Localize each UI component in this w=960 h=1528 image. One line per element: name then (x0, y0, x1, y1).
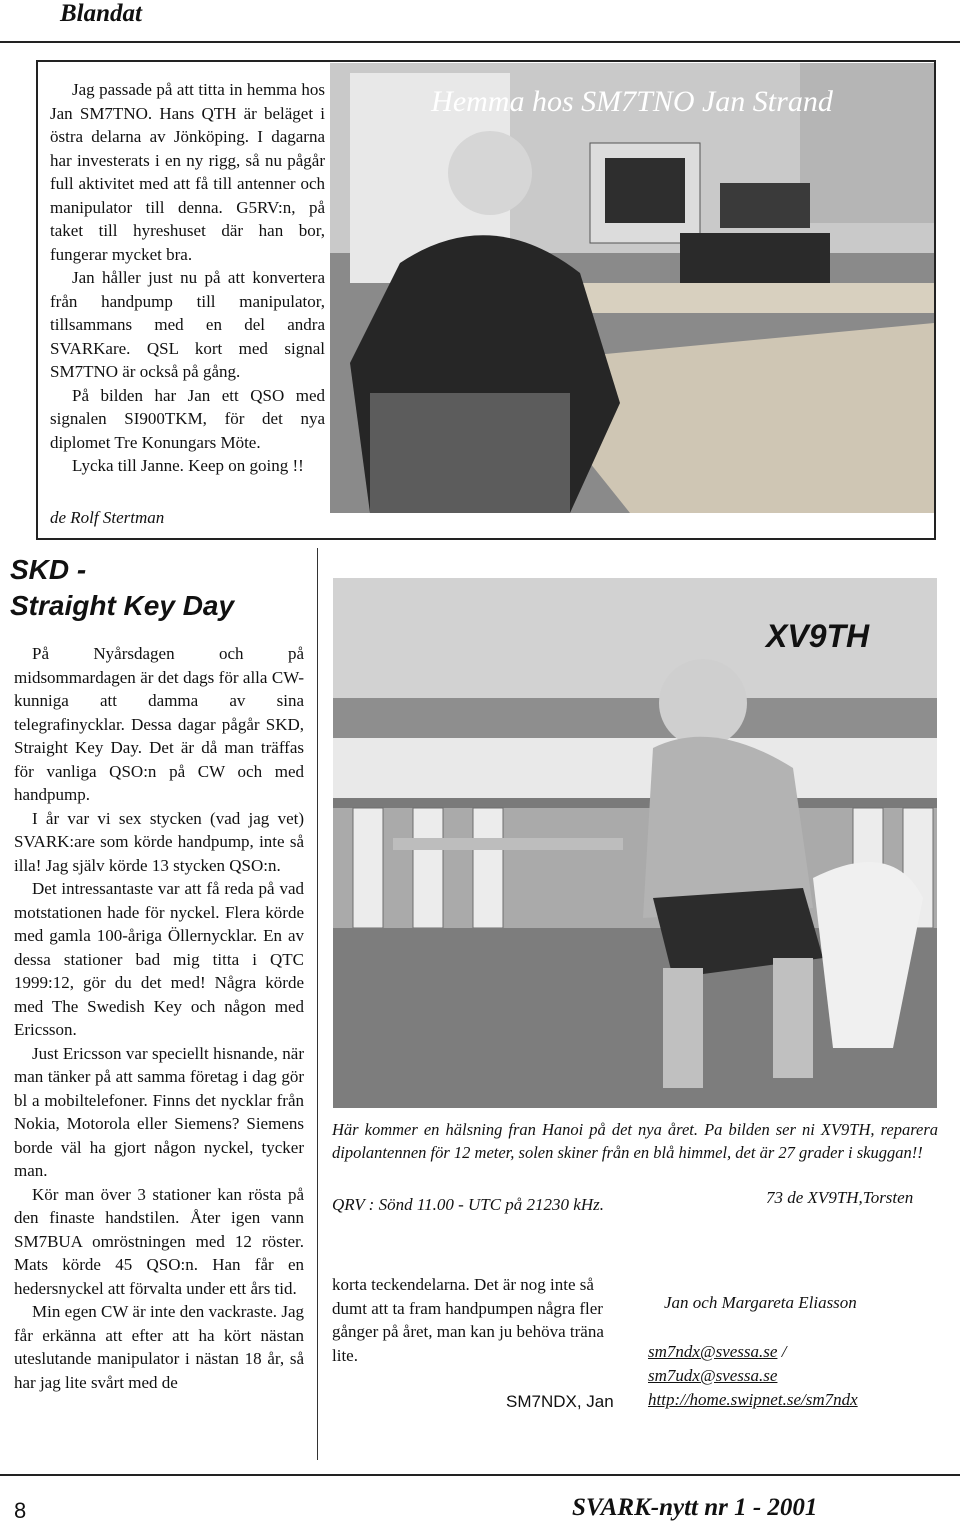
photo-sm7tno-station (330, 63, 934, 513)
skd-paragraph: I år var vi sex stycken (vad jag vet) SVARK:are som körde handpump, inte så illa! Jag själv körde 13 stycken QSO:n. (14, 808, 304, 875)
article1-paragraph: På bilden har Jan ett QSO med signalen SI900TKM, för det nya diplomet Tre Konungars Möte. (50, 385, 325, 452)
skd-signature: SM7NDX, Jan (506, 1392, 614, 1411)
photo-sm7tno-illustration (330, 63, 934, 513)
section-title: Blandat (60, 0, 142, 27)
photo-caption: Hemma hos SM7TNO Jan Strand (431, 85, 833, 118)
photo-xv9th-illustration (333, 578, 937, 1108)
contact-name: Jan och Margareta Eliasson (664, 1293, 857, 1312)
page-number: 8 (14, 1498, 27, 1523)
photo-xv9th (333, 578, 937, 1108)
skd-paragraph: Min egen CW är inte den vackraste. Jag får erkänna att efter att ha kört nästan uteslutande manipulator i nästan 18 år, så har jag lite svårt med de (14, 1302, 304, 1392)
email-link-2[interactable]: sm7udx@svessa.se (648, 1366, 778, 1385)
email-link-1[interactable]: sm7ndx@svessa.se (648, 1342, 778, 1361)
skd-paragraph: På Nyårsdagen och på midsommardagen är det dags för alla CW-kunniga att damma av sina telegrafinycklar. Dessa dagar pågår SKD, Straight Key Day. Det är då man träffas för vanliga QSO:n på CW och med handpump. (14, 644, 304, 804)
skd-title-line1: SKD - (10, 554, 87, 585)
link-separator: / (777, 1342, 787, 1361)
footer-rule (0, 1474, 960, 1476)
xv9th-photo-label: XV9TH (766, 618, 870, 654)
xv9th-signature: 73 de XV9TH,Torsten (766, 1188, 914, 1207)
xv9th-caption: Här kommer en hälsning fran Hanoi på det nya året. Pa bilden ser ni XV9TH, reparera dipolantennen för 12 meter, solen skiner från en blå himmel, det är 27 grader i skuggan!! (332, 1120, 938, 1162)
header-rule (0, 41, 960, 43)
column-divider (317, 548, 318, 1460)
article1-paragraph: Lycka till Janne. Keep on going !! (72, 456, 304, 475)
skd-paragraph: Kör man över 3 stationer kan rösta på den finaste handstilen. Åter igen vann SM7BUA omröstningen med 12 röster. Mats körde 45 QSO:n. Han får en hedersnyckel att förvalta under ett års tid. (14, 1184, 304, 1298)
article1-paragraph: Jag passade på att titta in hemma hos Jan SM7TNO. Hans QTH är beläget i östra delarna av Jönköping. I dagarna har investerats i en ny rigg, så nu pågår full aktivitet med att få till antenner och manipulator till denna. G5RV:n, på taket till hyreshuset där han bor, fungerar mycket bra. (50, 80, 325, 264)
article1-body (50, 78, 325, 478)
homepage-link[interactable]: http://home.swipnet.se/sm7ndx (648, 1390, 858, 1409)
skd-paragraph: Det intressantaste var att få reda på vad motstationen hade för nyckel. Flera körde med gamla 100-åriga Öllernycklar. En av dessa stationer bad mig titta i QTC 1999:12, gör du det med! Några körde med The Swedish Key och någon med Ericsson. (14, 879, 304, 1039)
skd-paragraph: Just Ericsson var speciellt hisnande, när man tänker på att samma företag i dag gör bl a mobiltelefoner. Finns det nycklar från Nokia, Motorola eller Siemens? Siemens borde väl ha gjort någon nyckel, tycker man. (14, 1043, 304, 1180)
xv9th-qrv: QRV : Sönd 11.00 - UTC på 21230 kHz. (332, 1195, 604, 1214)
skd-continuation: korta teckendelarna. Det är nog inte så dumt att ta fram handpumpen några fler gånger på året, man kan ju behöva träna lite. (332, 1275, 604, 1365)
skd-body (14, 642, 304, 1394)
article1-paragraph: Jan håller just nu på att konvertera från handpump till manipulator, tillsammans med en del andra SVARKare. QSL kort med signal SM7TNO är också på gång. (50, 268, 325, 381)
publication-title: SVARK-nytt nr 1 - 2001 (572, 1494, 818, 1521)
skd-heading (10, 552, 234, 624)
skd-title-line2: Straight Key Day (10, 590, 235, 621)
contact-links (648, 1340, 858, 1412)
article1-byline: de Rolf Stertman (50, 508, 165, 527)
